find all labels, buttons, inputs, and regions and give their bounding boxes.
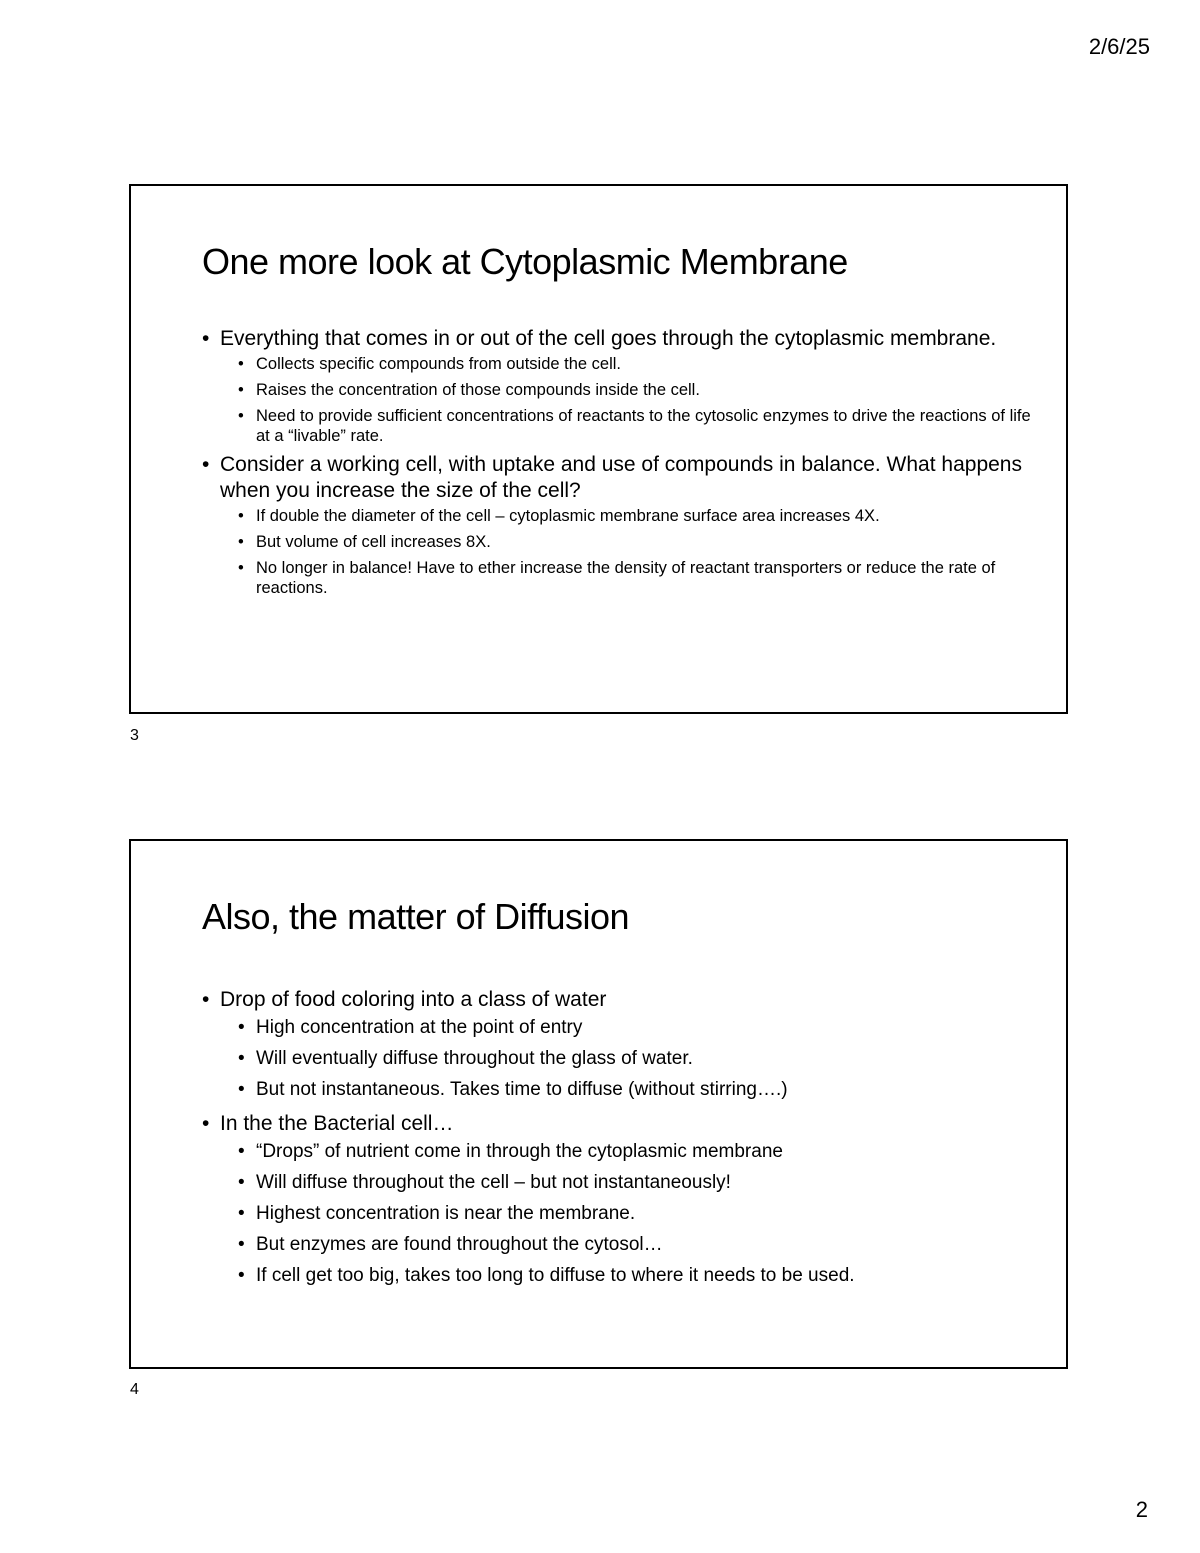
slide-4 bbox=[129, 839, 1068, 1369]
sub-bullet-item: • But enzymes are found throughout the cytosol… bbox=[238, 1233, 1032, 1257]
bullet-text: Drop of food coloring into a class of water bbox=[220, 988, 607, 1011]
bullet-text: In the the Bacterial cell… bbox=[220, 1112, 454, 1135]
bullet-item bbox=[202, 1110, 1032, 1288]
bullet-item bbox=[202, 326, 1032, 446]
bullet-list bbox=[202, 986, 1032, 1296]
sub-bullet-item: • Raises the concentration of those compounds inside the cell. bbox=[238, 380, 1032, 400]
sub-bullet-list bbox=[220, 1140, 1032, 1288]
sub-bullet-list bbox=[220, 506, 1032, 598]
slide-number: 3 bbox=[130, 727, 139, 744]
sub-bullet-item: • “Drops” of nutrient come in through the cytoplasmic membrane bbox=[238, 1140, 1032, 1164]
slide-number: 4 bbox=[130, 1381, 139, 1398]
sub-bullet-item: • If double the diameter of the cell – cytoplasmic membrane surface area increases 4X. bbox=[238, 506, 1032, 526]
sub-bullet-item: • Will diffuse throughout the cell – but not instantaneously! bbox=[238, 1171, 1032, 1195]
sub-bullet-item: • But volume of cell increases 8X. bbox=[238, 532, 1032, 552]
slide-3 bbox=[129, 184, 1068, 714]
page-number: 2 bbox=[1135, 1497, 1148, 1522]
bullet-item bbox=[202, 452, 1032, 598]
sub-bullet-item: • Will eventually diffuse throughout the glass of water. bbox=[238, 1047, 1032, 1071]
sub-bullet-list bbox=[220, 354, 1032, 446]
sub-bullet-item: • No longer in balance! Have to ether increase the density of reactant transporters or reduce the rate of reactions. bbox=[238, 558, 1032, 598]
sub-bullet-item: • But not instantaneous. Takes time to diffuse (without stirring….) bbox=[238, 1078, 1032, 1102]
sub-bullet-item: • Need to provide sufficient concentrations of reactants to the cytosolic enzymes to drive the reactions of life at a “livable” rate. bbox=[238, 406, 1032, 446]
sub-bullet-list bbox=[220, 1016, 1032, 1102]
bullet-item bbox=[202, 986, 1032, 1102]
bullet-text: Everything that comes in or out of the cell goes through the cytoplasmic membrane. bbox=[220, 327, 997, 350]
bullet-text: Consider a working cell, with uptake and use of compounds in balance. What happens when you increase the size of the cell? bbox=[220, 453, 1022, 502]
slide-title: One more look at Cytoplasmic Membrane bbox=[202, 241, 848, 282]
sub-bullet-item: • Highest concentration is near the membrane. bbox=[238, 1202, 1032, 1226]
slide-title: Also, the matter of Diffusion bbox=[202, 896, 630, 937]
sub-bullet-item: • Collects specific compounds from outside the cell. bbox=[238, 354, 1032, 374]
page-date: 2/6/25 bbox=[1088, 34, 1150, 59]
sub-bullet-item: • If cell get too big, takes too long to diffuse to where it needs to be used. bbox=[238, 1264, 1032, 1288]
sub-bullet-item: • High concentration at the point of entry bbox=[238, 1016, 1032, 1040]
bullet-list bbox=[202, 326, 1032, 604]
